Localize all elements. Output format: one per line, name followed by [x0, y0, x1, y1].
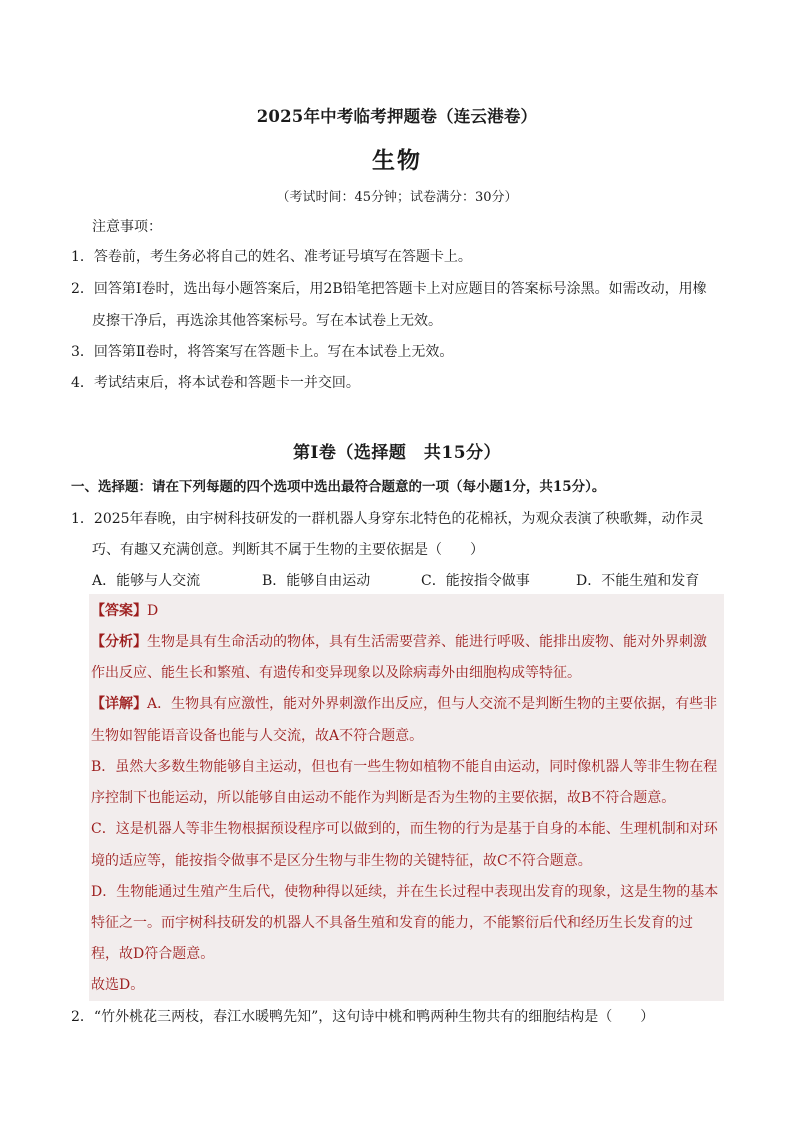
- note-text: 回答第Ⅰ卷时，选出每小题答案后，用2B铅笔把答题卡上对应题目的答案标号涂黑。如需改动，用橡: [93, 281, 707, 297]
- detail-tag: 【详解】: [91, 696, 147, 712]
- note-number: 3．: [71, 344, 94, 360]
- answer-value: D: [147, 603, 159, 619]
- note-item-2-cont: 皮擦干净后，再选涂其他答案标号。写在本试卷上无效。: [92, 313, 442, 329]
- question-1-line-1: [71, 509, 704, 529]
- notes-heading: 注意事项：: [92, 219, 162, 235]
- answer-line: [91, 601, 158, 621]
- note-number: 4．: [71, 375, 94, 391]
- detail-d-line-1: D．生物能通过生殖产生后代，使物种得以延续，并在生长过程中表现出发育的现象，这是生物的基本: [91, 884, 719, 900]
- note-item-2: [71, 279, 707, 299]
- note-text: 答卷前，考生务必将自己的姓名、准考证号填写在答题卡上。: [93, 249, 472, 265]
- option-a: A．能够与人交流: [92, 573, 201, 589]
- note-number: 2．: [71, 281, 94, 297]
- instruction-prefix: 一、选择题：: [71, 479, 152, 495]
- exam-title: 2025年中考临考押题卷（连云港卷）: [256, 107, 538, 126]
- analysis-text: 生物是具有生命活动的物体，具有生活需要营养、能进行呼吸、能排出废物、能对外界刺激: [147, 634, 707, 650]
- question-number: 2．: [71, 1009, 94, 1025]
- conclusion: 故选D。: [91, 977, 145, 993]
- option-d: D．不能生殖和发育: [576, 573, 700, 589]
- option-b: B．能够自由运动: [262, 573, 371, 589]
- instruction-rest: （每小题1分，共15分）。: [449, 479, 606, 495]
- subject-title: 生物: [372, 147, 422, 174]
- detail-line-1: [91, 694, 717, 714]
- detail-line-2: 生物如智能语音设备也能与人交流，故A不符合题意。: [91, 728, 424, 744]
- analysis-line-1: [91, 632, 707, 652]
- detail-c-line-2: 境的适应等，能按指令做事不是区分生物与非生物的关键特征，故C不符合题意。: [91, 853, 592, 869]
- analysis-line-2: 作出反应、能生长和繁殖、有遗传和变异现象以及除病毒外由细胞构成等特征。: [91, 665, 581, 681]
- question-text: “竹外桃花三两枝，春江水暖鸭先知”，这句诗中桃和鸭两种生物共有的细胞结构是（ ）: [93, 1009, 655, 1025]
- detail-b-line-2: 序控制下也能运动，所以能够自由运动不能作为判断是否为生物的主要依据，故B不符合题意。: [91, 790, 676, 806]
- note-number: 1．: [71, 249, 94, 265]
- instruction-part2: 四个: [246, 479, 274, 495]
- exam-info: （考试时间：45分钟；试卷满分：30分）: [276, 190, 518, 205]
- section-title: 第Ⅰ卷（选择题 共15分）: [292, 443, 502, 463]
- detail-c-line-1: C．这是机器人等非生物根据预设程序可以做到的，而生物的行为是基于自身的本能、生理机制和对环: [91, 821, 718, 837]
- question-text: 2025年春晚，由宇树科技研发的一群机器人身穿东北特色的花棉袄，为观众表演了秧歌舞，动作灵: [93, 511, 704, 527]
- question-1-line-2: 巧、有趣又充满创意。判断其不属于生物的主要依据是（ ）: [92, 542, 484, 558]
- note-text: 考试结束后，将本试卷和答题卡一并交回。: [93, 375, 360, 391]
- detail-d-line-3: 程，故D符合题意。: [91, 946, 215, 962]
- detail-d-line-2: 特征之一。而宇树科技研发的机器人不具备生殖和发育的能力，不能繁衍后代和经历生长发育的过: [91, 915, 693, 931]
- instruction-part1: 请在下列每题的: [152, 479, 247, 495]
- instruction-part3: 选项中选出最符合题意的一项: [273, 479, 449, 495]
- note-item-3: [71, 342, 453, 362]
- analysis-tag: 【分析】: [91, 634, 147, 650]
- option-c: C．能按指令做事: [421, 573, 530, 589]
- question-2: [71, 1007, 654, 1027]
- detail-text: A．生物具有应激性，能对外界刺激作出反应，但与人交流不是判断生物的主要依据，有些非: [147, 696, 718, 712]
- question-number: 1．: [71, 511, 94, 527]
- section-instruction: [71, 477, 605, 497]
- answer-tag: 【答案】: [91, 603, 147, 619]
- note-item-4: [71, 373, 360, 393]
- detail-b-line-1: B．虽然大多数生物能够自主运动，但也有一些生物如植物不能自由运动，同时像机器人等非生物在程: [91, 759, 718, 775]
- note-text: 回答第Ⅱ卷时，将答案写在答题卡上。写在本试卷上无效。: [93, 344, 454, 360]
- note-item-1: [71, 247, 472, 267]
